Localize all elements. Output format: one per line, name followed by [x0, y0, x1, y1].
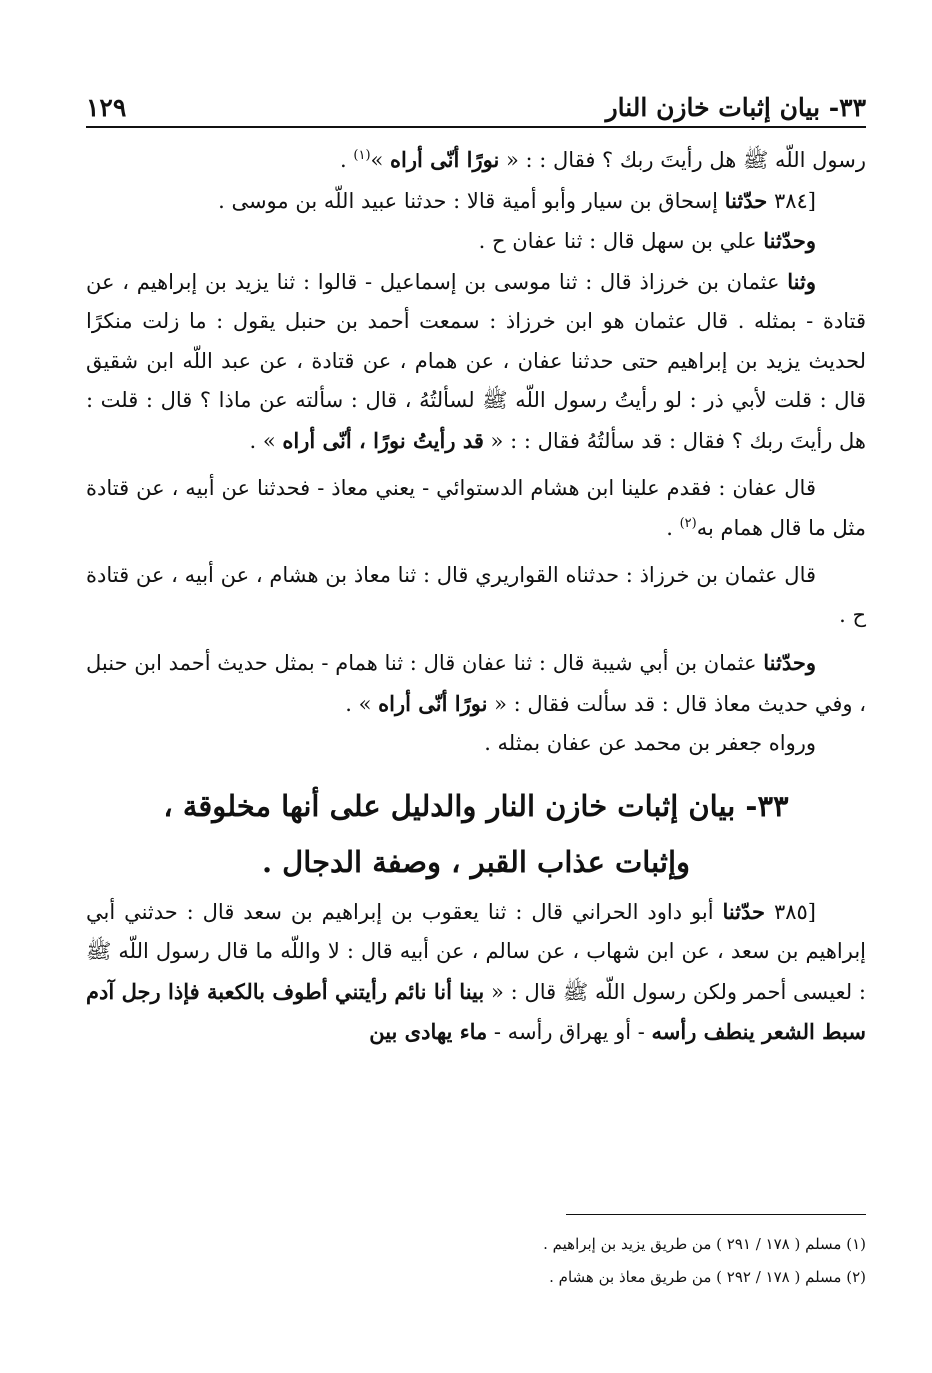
- main-text: [86, 140, 866, 1053]
- hadith-number: [٣٨٤: [767, 188, 816, 213]
- uthman-paragraph: قال عثمان بن خرزاذ : حدثناه القواريري قال : ثنا معاذ بن هشام ، عن أبيه ، عن قتادة ح .: [86, 563, 866, 627]
- footnote-rule: [566, 1214, 866, 1215]
- isnad-paragraph: وحدّثنا عثمان بن أبي شيبة قال : ثنا عفان قال : ثنا همام - بمثل حديث أحمد ابن حنبل ، وفي حديث معاذ قال : قد سألت فقال : « نورًا أنّى أراه » .: [86, 650, 866, 716]
- running-title: ٣٣- بيان إثبات خازن النار: [605, 93, 866, 122]
- footnote-ref-1: (١): [353, 148, 371, 163]
- chapter-heading: [86, 778, 866, 890]
- footnote-1: (١) مسلم ( ١٧٨ / ٢٩١ ) من طريق يزيد بن إبراهيم .: [543, 1235, 866, 1253]
- hadith-385: [٣٨٥ حدّثنا أبو داود الحراني قال : ثنا يعقوب بن إبراهيم بن سعد قال : حدثني أبي إبراهيم بن سعد ، عن ابن شهاب ، عن سالم ، عن أبيه قال : لا واللّه ما قال رسول اللّه ﷺ : لعيسى أحمر ولكن رسول اللّه ﷺ قال : « بينا أنا نائم رأيتني أطوف بالكعبة فإذا رجل آدم سبط الشعر ينطف رأسه - أو يهراق رأسه - ماء يهادى بين: [86, 898, 866, 1044]
- chapter-heading-line-2: وإثبات عذاب القبر ، وصفة الدجال .: [261, 844, 691, 879]
- paragraph-continuation: رسول اللّه ﷺ هل رأيتَ ربك ؟ فقال : : « نورًا أنّى أراه »$^{(١)}$ .: [340, 147, 866, 172]
- narration-note: ورواه جعفر بن محمد عن عفان بمثله .: [484, 731, 816, 755]
- hadith-quote: نورًا أنّى أراه: [378, 690, 488, 716]
- hadith-quote: بينا أنا نائم رأيتني أطوف بالكعبة فإذا رجل آدم سبط الشعر ينطف رأسه: [86, 978, 866, 1044]
- footnote-ref-2: (٢): [679, 515, 697, 531]
- header-rule: [86, 126, 866, 128]
- hadith-number: [٣٨٥: [765, 899, 816, 924]
- isnad-paragraph: وثنا عثمان بن خرزاذ قال : ثنا موسى بن إسماعيل - قالوا : ثنا يزيد بن إبراهيم ، عن قتادة - بمثله . قال عثمان هو ابن خرزاذ : سمعت أحمد بن حنبل يقول : ما زلت منكرًا لحديث يزيد بن إبراهيم حتى حدثنا عفان ، عن همام ، عن قتادة ، عن عبد اللّه ابن شقيق قال : قلت لأبي ذر : لو رأيتُ رسول اللّه ﷺ لسألتُهُ ، قال : سألته عن ماذا ؟ قال : قلت : هل رأيتَ ربك ؟ فقال : قد سألتُهُ فقال : : « قد رأيتُ نورًا ، أنّى أراه » .: [86, 268, 866, 453]
- footnotes: [86, 1228, 866, 1294]
- hadith-quote: قد رأيتُ نورًا ، أنّى أراه: [282, 427, 484, 453]
- footnote-2: (٢) مسلم ( ١٧٨ / ٢٩٢ ) من طريق معاذ بن هشام .: [549, 1268, 866, 1286]
- affan-paragraph: قال عفان : فقدم علينا ابن هشام الدستوائي - يعني معاذ - فحدثنا عن أبيه ، عن قتادة مثل ما قال همام به$^{(٢)}$ .: [86, 476, 866, 540]
- isnad-line: وحدّثنا علي بن سهل قال : ثنا عفان ح .: [478, 228, 816, 253]
- page-header: [86, 72, 866, 122]
- chapter-heading-line-1: ٣٣- بيان إثبات خازن النار والدليل على أنها مخلوقة ،: [163, 788, 789, 823]
- hadith-384: [٣٨٤ حدّثنا إسحاق بن سيار وأبو أمية قالا : حدثنا عبيد اللّه بن موسى .: [218, 187, 816, 213]
- hadith-quote: نورًا أنّى أراه: [390, 147, 500, 172]
- page-number: ١٢٩: [86, 93, 127, 122]
